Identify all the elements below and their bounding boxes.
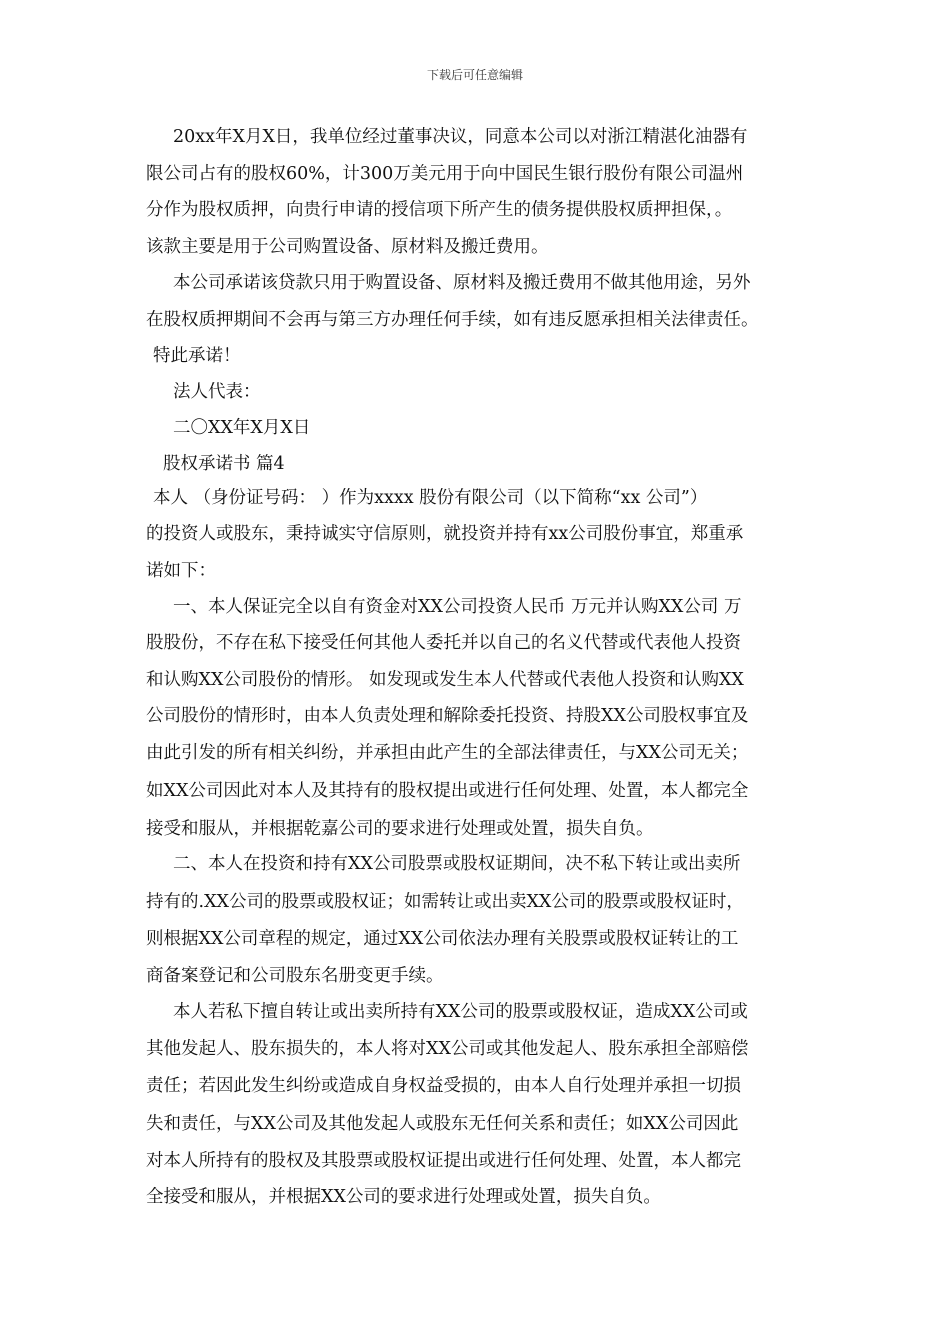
section-heading: 股权承诺书 篇4	[163, 454, 285, 474]
paragraph-line: 失和责任，与XX公司及其他发起人或股东无任何关系和责任；如XX公司因此	[146, 1114, 739, 1134]
paragraph-line: 本公司承诺该贷款只用于购置设备、原材料及搬迁费用不做其他用途，另外	[173, 273, 751, 293]
paragraph-line: 该款主要是用于公司购置设备、原材料及搬迁费用。	[146, 237, 549, 257]
paragraph-line: 股股份，不存在私下接受任何其他人委托并以自己的名义代替或代表他人投资	[146, 633, 741, 653]
paragraph-line: 本人 （身份证号码： ）作为xxxx 股份有限公司（以下简称“xx 公司”）	[153, 488, 708, 508]
paragraph-line: 本人若私下擅自转让或出卖所持有XX公司的股票或股权证，造成XX公司或	[173, 1002, 748, 1022]
paragraph-line: 如XX公司因此对本人及其持有的股权提出或进行任何处理、处置，本人都完全	[146, 781, 749, 801]
paragraph-line: 二、本人在投资和持有XX公司股票或股权证期间，决不私下转让或出卖所	[173, 854, 741, 874]
paragraph-line: 公司股份的情形时，由本人负责处理和解除委托投资、持股XX公司股权事宜及	[146, 706, 749, 726]
closing-line: 特此承诺！	[153, 346, 241, 366]
paragraph-line: 责任；若因此发生纠纷或造成自身权益受损的，由本人自行处理并承担一切损	[146, 1076, 741, 1096]
paragraph-line: 诺如下：	[146, 561, 216, 581]
paragraph-line: 限公司占有的股权60%，计300万美元用于向中国民生银行股份有限公司温州	[146, 164, 744, 184]
date-line: 二〇XX年X月X日	[173, 418, 311, 438]
paragraph-line: 其他发起人、股东损失的，本人将对XX公司或其他发起人、股东承担全部赔偿	[146, 1039, 749, 1059]
paragraph-line: 由此引发的所有相关纠纷，并承担由此产生的全部法律责任，与XX公司无关；	[146, 743, 749, 763]
paragraph-line: 20xx年X月X日，我单位经过董事决议，同意本公司以对浙江精湛化油器有	[173, 127, 748, 147]
representative-label: 法人代表：	[173, 382, 261, 402]
paragraph-line: 商备案登记和公司股东名册变更手续。	[146, 966, 444, 986]
paragraph-line: 在股权质押期间不会再与第三方办理任何手续，如有违反愿承担相关法律责任。	[146, 310, 759, 330]
paragraph-line: 的投资人或股东，秉持诚实守信原则，就投资并持有xx公司股份事宜，郑重承	[146, 524, 744, 544]
paragraph-line: 则根据XX公司章程的规定，通过XX公司依法办理有关股票或股权证转让的工	[146, 929, 739, 949]
page-header: 下载后可任意编辑	[426, 68, 523, 82]
paragraph-line: 分作为股权质押，向贵行申请的授信项下所产生的债务提供股权质押担保，。	[146, 200, 733, 220]
paragraph-line: 全接受和服从，并根据XX公司的要求进行处理或处置，损失自负。	[146, 1187, 661, 1207]
paragraph-line: 接受和服从，并根据乾嘉公司的要求进行处理或处置，损失自负。	[146, 819, 654, 839]
paragraph-line: 和认购XX公司股份的情形。 如发现或发生本人代替或代表他人投资和认购XX	[146, 670, 744, 690]
paragraph-line: 对本人所持有的股权及其股票或股权证提出或进行任何处理、处置，本人都完	[146, 1151, 741, 1171]
paragraph-line: 一、本人保证完全以自有资金对XX公司投资人民币 万元并认购XX公司 万	[173, 597, 742, 617]
paragraph-line: 持有的.XX公司的股票或股权证；如需转让或出卖XX公司的股票或股权证时，	[146, 892, 744, 912]
